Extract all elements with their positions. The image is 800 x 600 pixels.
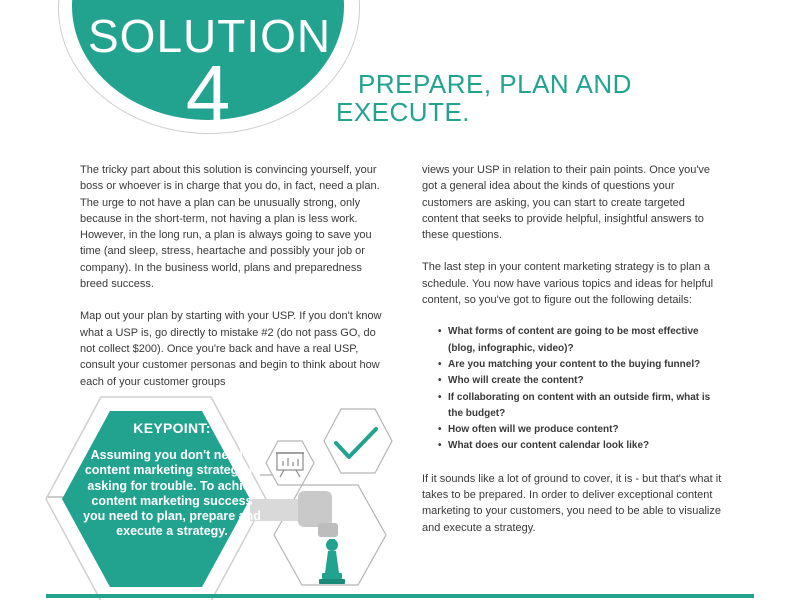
list-item: • Are you matching your content to the buying funnel? <box>440 357 722 373</box>
list-item: • Who will create the content? <box>440 373 722 389</box>
section-heading-line-2: EXECUTE. <box>336 97 471 127</box>
footer-rule <box>46 594 754 598</box>
keypoint-title: KEYPOINT: <box>133 420 211 436</box>
list-item: • What forms of content are going to be most effective (blog, infographic, video)? <box>440 324 722 357</box>
section-heading <box>336 70 632 126</box>
right-text-column <box>422 162 722 552</box>
right-paragraph-3: If it sounds like a lot of ground to cover, it is - but that's what it takes to be prepared. In order to deliver exceptional content marketing to your customers, you need to be able to visualize and execute a strategy. <box>422 472 722 534</box>
presentation-board-icon <box>266 441 314 485</box>
section-heading-line-1: PREPARE, PLAN AND <box>358 69 632 99</box>
chess-piece-icon <box>319 539 345 584</box>
solution-badge-word: SOLUTION <box>88 10 332 62</box>
details-bullet-list <box>422 324 722 454</box>
right-paragraph-1: views your USP in relation to their pain points. Once you've got a general idea about the kinds of questions your customers are asking, you can start to create targeted content that seeks to provide helpful, insightful answers to these questions. <box>422 164 711 242</box>
left-paragraph-2: Map out your plan by starting with your USP. If you don't know what a USP is, go directly to mistake #2 (do not pass GO, do not collect $200). Once you're back and have a real USP, consult your customer personas and begin to think about how each of your customer groups <box>80 310 382 388</box>
solution-badge-number: 4 <box>185 49 231 138</box>
left-paragraph-1: The tricky part about this solution is convincing yourself, your boss or whoever is in charge that you do, in fact, need a plan. The urge to not have a plan can be unusually strong, only because in the short-term, not having a plan is less work. However, in the long run, a plan is always going to save you time (and sleep, stress, heartache and possibly your job or company). In the business world, plans and preparedness breed success. <box>80 164 380 291</box>
right-paragraph-2: The last step in your content marketing strategy is to plan a schedule. You now have various topics and ideas for helpful content, so you've got to figure out the following details: <box>422 261 714 307</box>
checkmark-icon <box>324 409 392 473</box>
list-item: • What does our content calendar look like? <box>440 438 722 454</box>
keypoint-text: Assuming you don't need a content marketing strategy is asking for trouble. To achiev content marketing success you need to plan, prepare and execute a strategy. <box>83 448 261 539</box>
list-item: • How often will we produce content? <box>440 422 722 438</box>
left-text-column <box>80 162 388 406</box>
list-item: • If collaborating on content with an outside firm, what is the budget? <box>440 390 722 423</box>
